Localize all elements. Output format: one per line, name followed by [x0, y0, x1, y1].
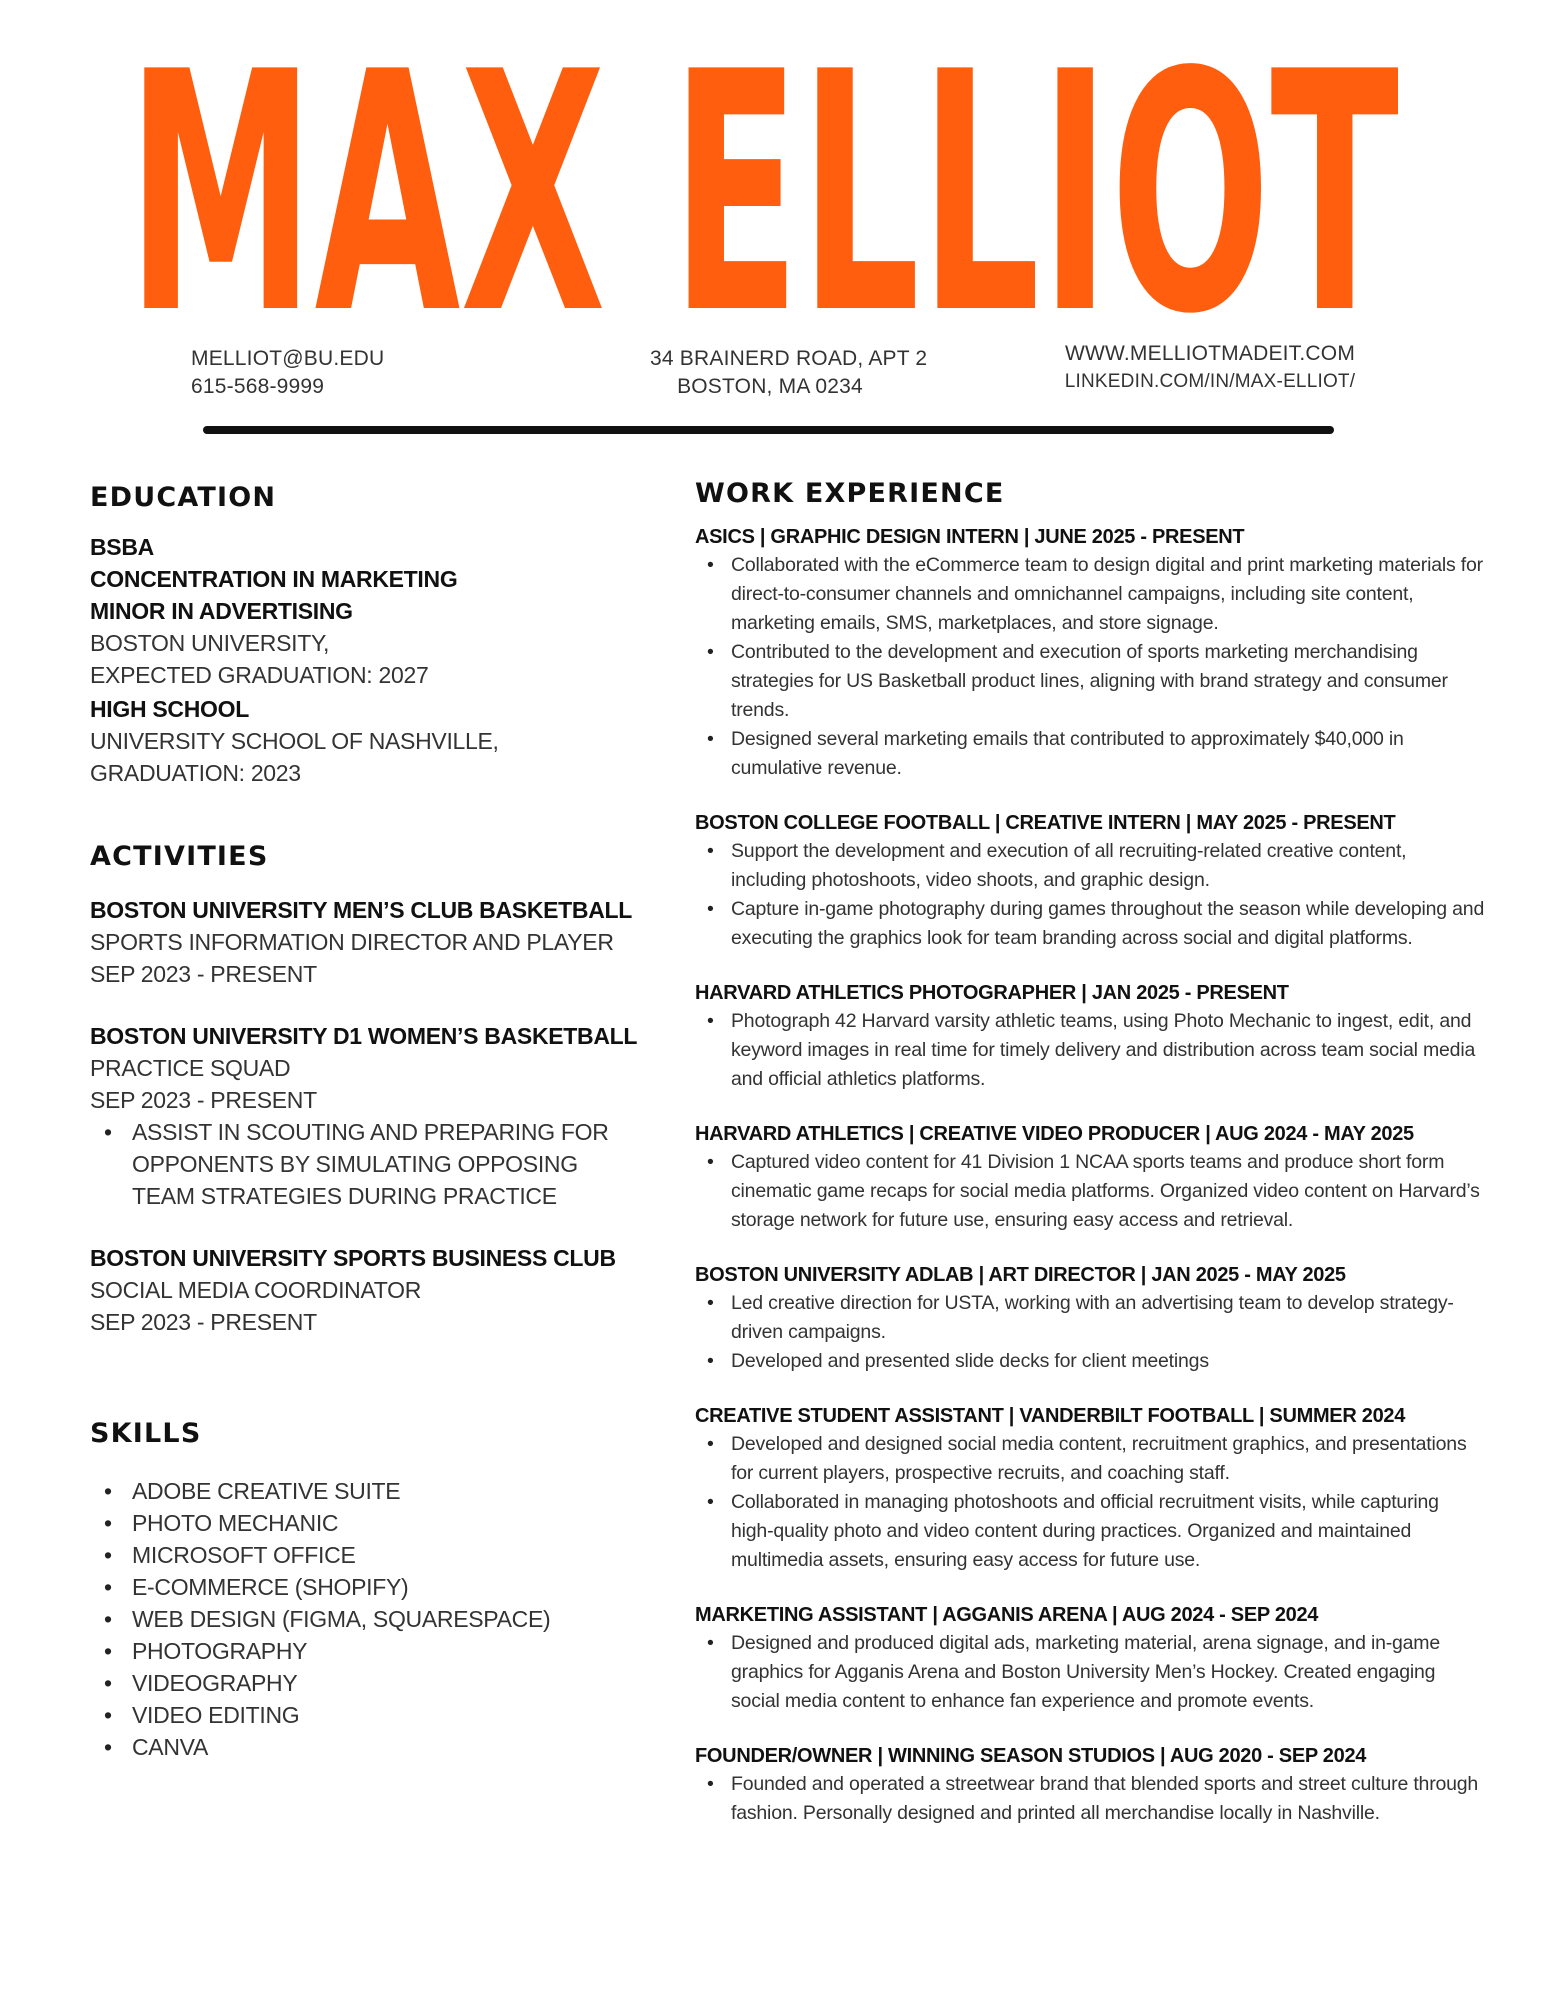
contact-left	[191, 345, 384, 401]
activity-title: BOSTON UNIVERSITY SPORTS BUSINESS CLUB	[90, 1245, 616, 1271]
job-entry	[695, 809, 1485, 953]
resume-name: MAX ELLIOT	[127, 18, 1401, 328]
activity-title: BOSTON UNIVERSITY D1 WOMEN’S BASKETBALL	[90, 1023, 638, 1049]
resume-name-banner	[0, 18, 1545, 328]
job-bullet: • Collaborated in managing photoshoots and official recruitment visits, while capturing high-quality photo and video content during practices. Organized and maintained multimedia assets, ensuring easy access for future use.	[731, 1488, 1485, 1575]
job-title: ASICS | GRAPHIC DESIGN INTERN | JUNE 2025 - PRESENT	[695, 526, 1245, 548]
job-bullets	[695, 551, 1485, 783]
job-title: HARVARD ATHLETICS | CREATIVE VIDEO PRODUCER | AUG 2024 - MAY 2025	[695, 1123, 1414, 1145]
degree-line: CONCENTRATION IN MARKETING	[90, 566, 458, 592]
contact-middle	[650, 345, 928, 401]
activity-bullet: • ASSIST IN SCOUTING AND PREPARING FOR OPPONENTS BY SIMULATING OPPOSING TEAM STRATEGIES DURING PRACTICE	[132, 1116, 632, 1212]
job-bullet: • Designed and produced digital ads, marketing material, arena signage, and in-game graphics for Agganis Arena and Boston University Men’s Hockey. Created engaging social media content to enhance fan experience and promote events.	[731, 1629, 1485, 1716]
job-bullet: • Contributed to the development and execution of sports marketing merchandising strategies for US Basketball product lines, aligning with brand strategy and consumer trends.	[731, 638, 1485, 725]
skill-item: • PHOTOGRAPHY	[132, 1635, 650, 1667]
education-heading: EDUCATION	[90, 482, 277, 513]
activity-item	[90, 1020, 650, 1212]
high-school-heading: HIGH SCHOOL	[90, 696, 249, 722]
skill-item: • E-COMMERCE (SHOPIFY)	[132, 1571, 650, 1603]
job-entry	[695, 979, 1485, 1094]
activity-role: SPORTS INFORMATION DIRECTOR AND PLAYER	[90, 929, 614, 955]
university-line: BOSTON UNIVERSITY,	[90, 630, 330, 656]
job-bullets	[695, 837, 1485, 953]
website-text: WWW.MELLIOTMADEIT.COM	[1064, 342, 1356, 365]
job-bullets	[695, 1430, 1485, 1575]
job-entry	[695, 523, 1485, 783]
activity-dates: SEP 2023 - PRESENT	[90, 1087, 317, 1113]
job-title: BOSTON COLLEGE FOOTBALL | CREATIVE INTERN | MAY 2025 - PRESENT	[695, 812, 1396, 834]
skills-list	[90, 1475, 650, 1763]
job-bullets	[695, 1629, 1485, 1716]
job-bullet: • Designed several marketing emails that contributed to approximately $40,000 in cumulative revenue.	[731, 725, 1485, 783]
activities-heading: ACTIVITIES	[90, 841, 269, 872]
phone-text: 615-568-9999	[191, 375, 325, 398]
left-column	[90, 482, 650, 1763]
job-title: MARKETING ASSISTANT | AGGANIS ARENA | AUG 2024 - SEP 2024	[695, 1604, 1319, 1626]
skill-item: • PHOTO MECHANIC	[132, 1507, 650, 1539]
activity-bullets	[90, 1116, 632, 1212]
skill-item: • CANVA	[132, 1731, 650, 1763]
skills-heading: SKILLS	[90, 1418, 202, 1449]
activity-item	[90, 894, 650, 990]
activity-dates: SEP 2023 - PRESENT	[90, 1309, 317, 1335]
work-experience-heading: WORK EXPERIENCE	[695, 478, 1005, 509]
job-bullet: • Capture in-game photography during games throughout the season while developing and executing the graphics look for team branding across social and digital platforms.	[731, 895, 1485, 953]
job-bullet: • Developed and designed social media content, recruitment graphics, and presentations for current players, prospective recruits, and coaching staff.	[731, 1430, 1485, 1488]
job-entry	[695, 1120, 1485, 1235]
job-entry	[695, 1601, 1485, 1716]
high-school-line: UNIVERSITY SCHOOL OF NASHVILLE,	[90, 728, 499, 754]
address-line-1: 34 BRAINERD ROAD, APT 2	[650, 347, 928, 370]
activity-title: BOSTON UNIVERSITY MEN’S CLUB BASKETBALL	[90, 897, 633, 923]
activity-dates: SEP 2023 - PRESENT	[90, 961, 317, 987]
activity-item	[90, 1242, 650, 1338]
job-bullet: • Collaborated with the eCommerce team to design digital and print marketing materials for direct-to-consumer channels and omnichannel campaigns, including site content, marketing emails, SMS, marketplaces, and store signage.	[731, 551, 1485, 638]
job-title: BOSTON UNIVERSITY ADLAB | ART DIRECTOR | JAN 2025 - MAY 2025	[695, 1264, 1346, 1286]
activity-role: SOCIAL MEDIA COORDINATOR	[90, 1277, 422, 1303]
skill-item: • ADOBE CREATIVE SUITE	[132, 1475, 650, 1507]
job-title: FOUNDER/OWNER | WINNING SEASON STUDIOS | AUG 2020 - SEP 2024	[695, 1745, 1367, 1767]
job-entry	[695, 1402, 1485, 1575]
job-bullets	[695, 1770, 1485, 1828]
right-column	[695, 478, 1485, 1828]
skill-item: • MICROSOFT OFFICE	[132, 1539, 650, 1571]
email-text: MELLIOT@BU.EDU	[191, 347, 385, 370]
job-bullet: • Developed and presented slide decks for client meetings	[731, 1347, 1485, 1376]
degree-line: BSBA	[90, 534, 154, 560]
job-bullet: • Support the development and execution of all recruiting-related creative content, including photoshoots, video shoots, and graphic design.	[731, 837, 1485, 895]
skill-item: • VIDEOGRAPHY	[132, 1667, 650, 1699]
degree-line: MINOR IN ADVERTISING	[90, 598, 353, 624]
job-title: HARVARD ATHLETICS PHOTOGRAPHER | JAN 2025 - PRESENT	[695, 982, 1289, 1004]
job-bullets	[695, 1007, 1485, 1094]
job-bullets	[695, 1148, 1485, 1235]
header-divider	[203, 426, 1334, 434]
job-title: CREATIVE STUDENT ASSISTANT | VANDERBILT FOOTBALL | SUMMER 2024	[695, 1405, 1406, 1427]
university-line: EXPECTED GRADUATION: 2027	[90, 662, 429, 688]
resume-name-svg	[0, 18, 1545, 328]
high-school-line: GRADUATION: 2023	[90, 760, 301, 786]
linkedin-text: LINKEDIN.COM/IN/MAX-ELLIOT/	[1064, 371, 1356, 392]
job-bullet: • Photograph 42 Harvard varsity athletic teams, using Photo Mechanic to ingest, edit, and keyword images in real time for timely delivery and distribution across team social media and official athletics platforms.	[731, 1007, 1485, 1094]
job-entry	[695, 1742, 1485, 1828]
contact-right	[1060, 340, 1360, 396]
address-line-2: BOSTON, MA 0234	[677, 375, 863, 398]
job-entry	[695, 1261, 1485, 1376]
job-bullets	[695, 1289, 1485, 1376]
activity-role: PRACTICE SQUAD	[90, 1055, 291, 1081]
skill-item: • WEB DESIGN (FIGMA, SQUARESPACE)	[132, 1603, 650, 1635]
skill-item: • VIDEO EDITING	[132, 1699, 650, 1731]
job-bullet: • Captured video content for 41 Division 1 NCAA sports teams and produce short form cinematic game recaps for social media platforms. Organized video content on Harvard’s storage network for future use, ensuring easy access and retrieval.	[731, 1148, 1485, 1235]
job-bullet: • Led creative direction for USTA, working with an advertising team to develop strategy-driven campaigns.	[731, 1289, 1485, 1347]
job-bullet: • Founded and operated a streetwear brand that blended sports and street culture through fashion. Personally designed and printed all merchandise locally in Nashville.	[731, 1770, 1485, 1828]
